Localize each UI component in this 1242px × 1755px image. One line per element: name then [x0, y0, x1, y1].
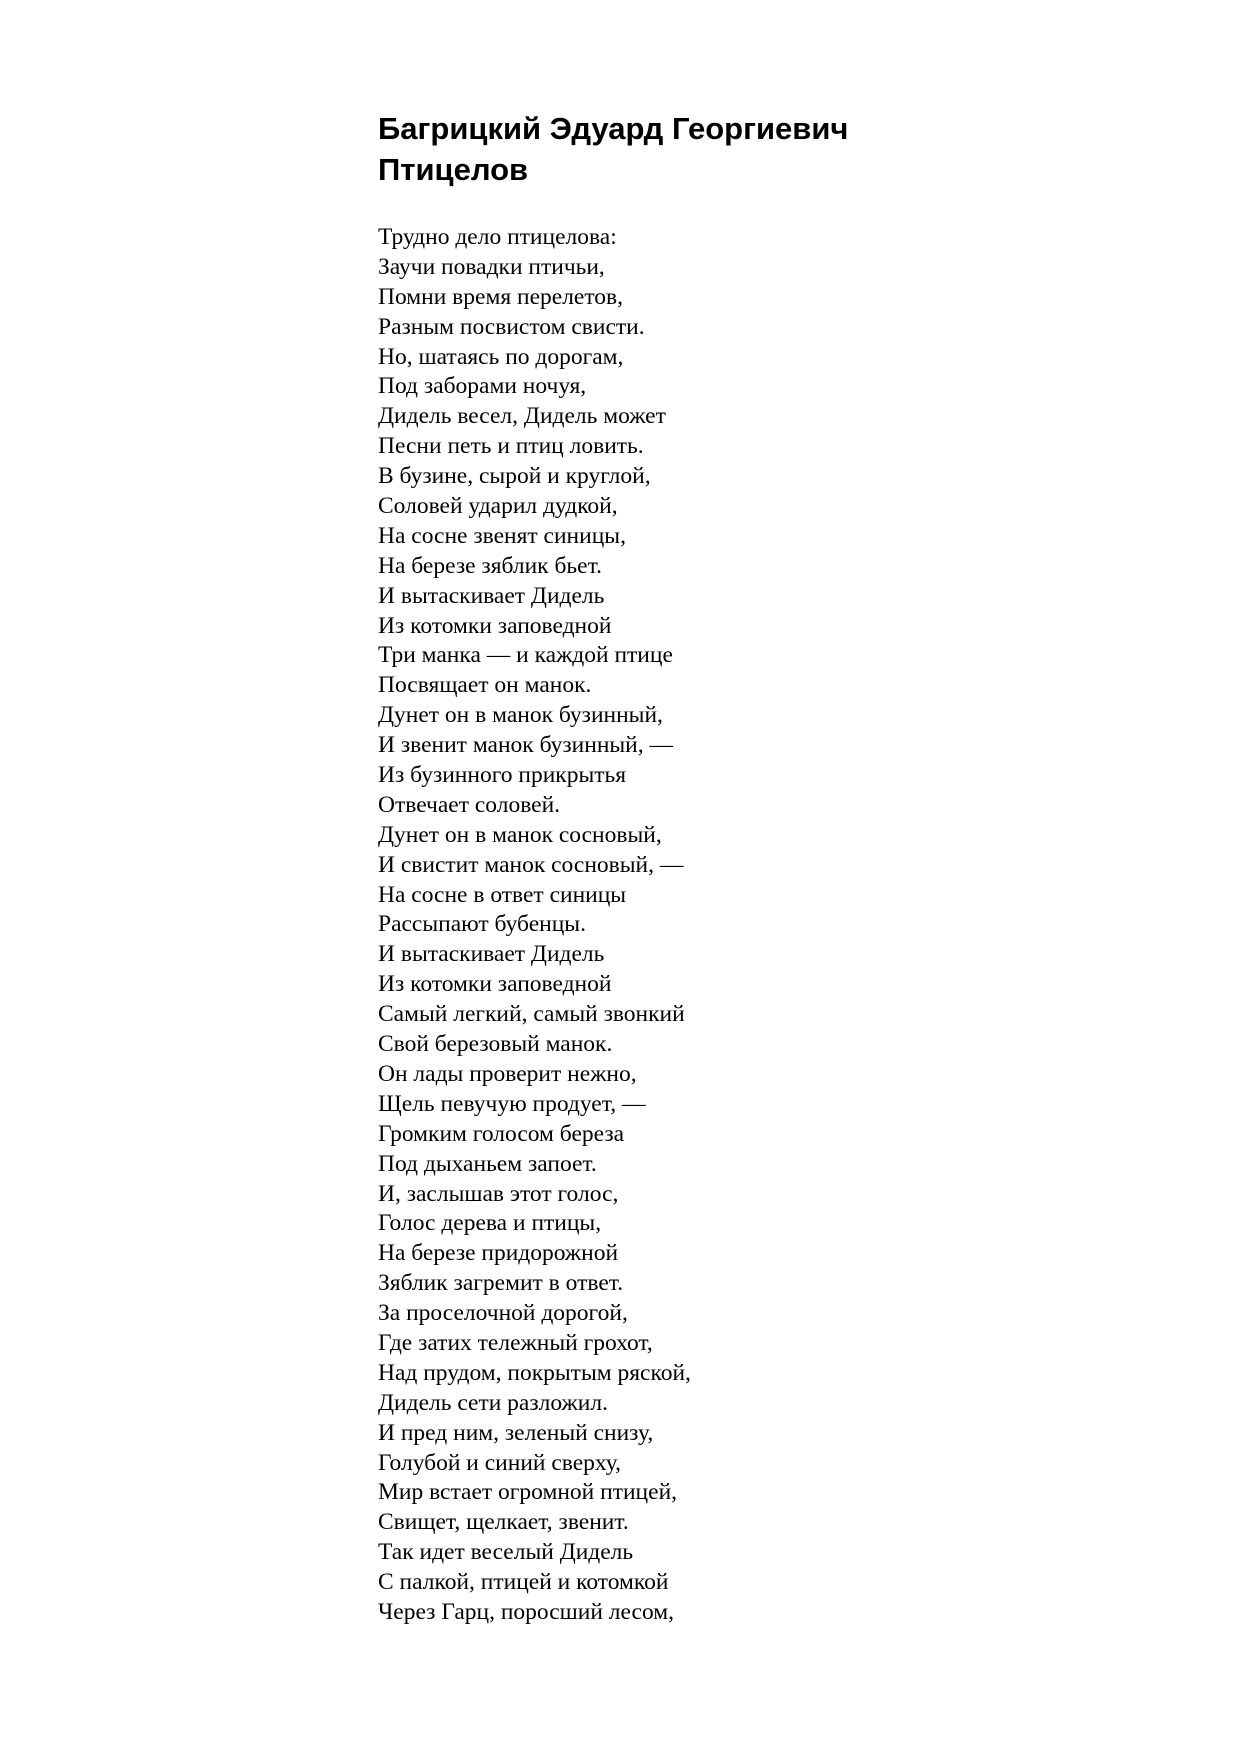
- poem-line: Дидель сети разложил.: [378, 1389, 608, 1416]
- poem-line: И, заслышав этот голос,: [378, 1180, 619, 1207]
- poem-line: Он лады проверит нежно,: [378, 1060, 637, 1087]
- poem-line: Рассыпают бубенцы.: [378, 911, 586, 938]
- poem-line: Свой березовый манок.: [378, 1031, 613, 1058]
- poem-line: Но, шатаясь по дорогам,: [378, 343, 624, 370]
- poem-line: Из бузинного прикрытья: [378, 762, 627, 789]
- poem-line: Под заборами ночуя,: [378, 373, 587, 400]
- poem-line: Трудно дело птицелова:: [378, 224, 617, 250]
- poem-line: Помни время перелетов,: [378, 283, 624, 310]
- poem-line: Соловей ударил дудкой,: [378, 493, 618, 520]
- poem-line: В бузине, сырой и круглой,: [378, 463, 651, 490]
- poem-line: За проселочной дорогой,: [378, 1300, 628, 1327]
- poem-line: И пред ним, зеленый снизу,: [378, 1419, 654, 1446]
- poem-line: И свистит манок сосновый, —: [378, 851, 684, 878]
- poem-line: Над прудом, покрытым ряской,: [378, 1359, 691, 1386]
- poem-line: На березе придорожной: [378, 1240, 619, 1267]
- poem-line: Дидель весел, Дидель может: [378, 403, 666, 430]
- poem-line: Под дыханьем запоет.: [378, 1150, 597, 1177]
- poem-text: [378, 223, 1198, 1628]
- poem-line: Отвечает соловей.: [378, 791, 561, 818]
- poem-line: Голос дерева и птицы,: [378, 1210, 602, 1237]
- poem-line: И вытаскивает Дидель: [378, 582, 605, 609]
- poem-line: И вытаскивает Дидель: [378, 941, 605, 968]
- poem-line: Песни петь и птиц ловить.: [378, 433, 644, 460]
- poem-line: Мир встает огромной птицей,: [378, 1479, 678, 1506]
- poem-line: На сосне звенят синицы,: [378, 522, 626, 549]
- poem-line: Посвящает он манок.: [378, 672, 592, 699]
- poem-line: Из котомки заповедной: [378, 971, 612, 998]
- poem-line: Из котомки заповедной: [378, 612, 612, 639]
- poem-line: Где затих тележный грохот,: [378, 1329, 653, 1356]
- poem-line: На сосне в ответ синицы: [378, 881, 627, 908]
- poem-line: Заучи повадки птичьи,: [378, 253, 605, 280]
- poem-line: Разным посвистом свисти.: [378, 313, 645, 340]
- poem-line: На березе зяблик бьет.: [378, 552, 602, 579]
- poem-title: Птицелов: [378, 152, 529, 187]
- poem-line: Голубой и синий сверху,: [378, 1449, 622, 1476]
- poem-line: Громким голосом береза: [378, 1120, 625, 1147]
- poem-line: И звенит манок бузинный, —: [378, 732, 674, 759]
- poem-line: Три манка — и каждой птице: [378, 642, 673, 669]
- poem-line: Дунет он в манок бузинный,: [378, 702, 663, 729]
- poem-line: Так идет веселый Дидель: [378, 1539, 634, 1566]
- poem-line: Зяблик загремит в ответ.: [378, 1270, 624, 1297]
- document-header: [378, 108, 1198, 190]
- poem-line: Через Гарц, поросший лесом,: [378, 1598, 675, 1625]
- poem-line: Щель певучую продует, —: [378, 1090, 646, 1117]
- poem-line: С палкой, птицей и котомкой: [378, 1569, 669, 1596]
- poem-line: Дунет он в манок сосновый,: [378, 821, 662, 848]
- author-name: Багрицкий Эдуард Георгиевич: [378, 111, 849, 146]
- poem-line: Свищет, щелкает, звенит.: [378, 1509, 629, 1536]
- poem-line: Самый легкий, самый звонкий: [378, 1001, 685, 1028]
